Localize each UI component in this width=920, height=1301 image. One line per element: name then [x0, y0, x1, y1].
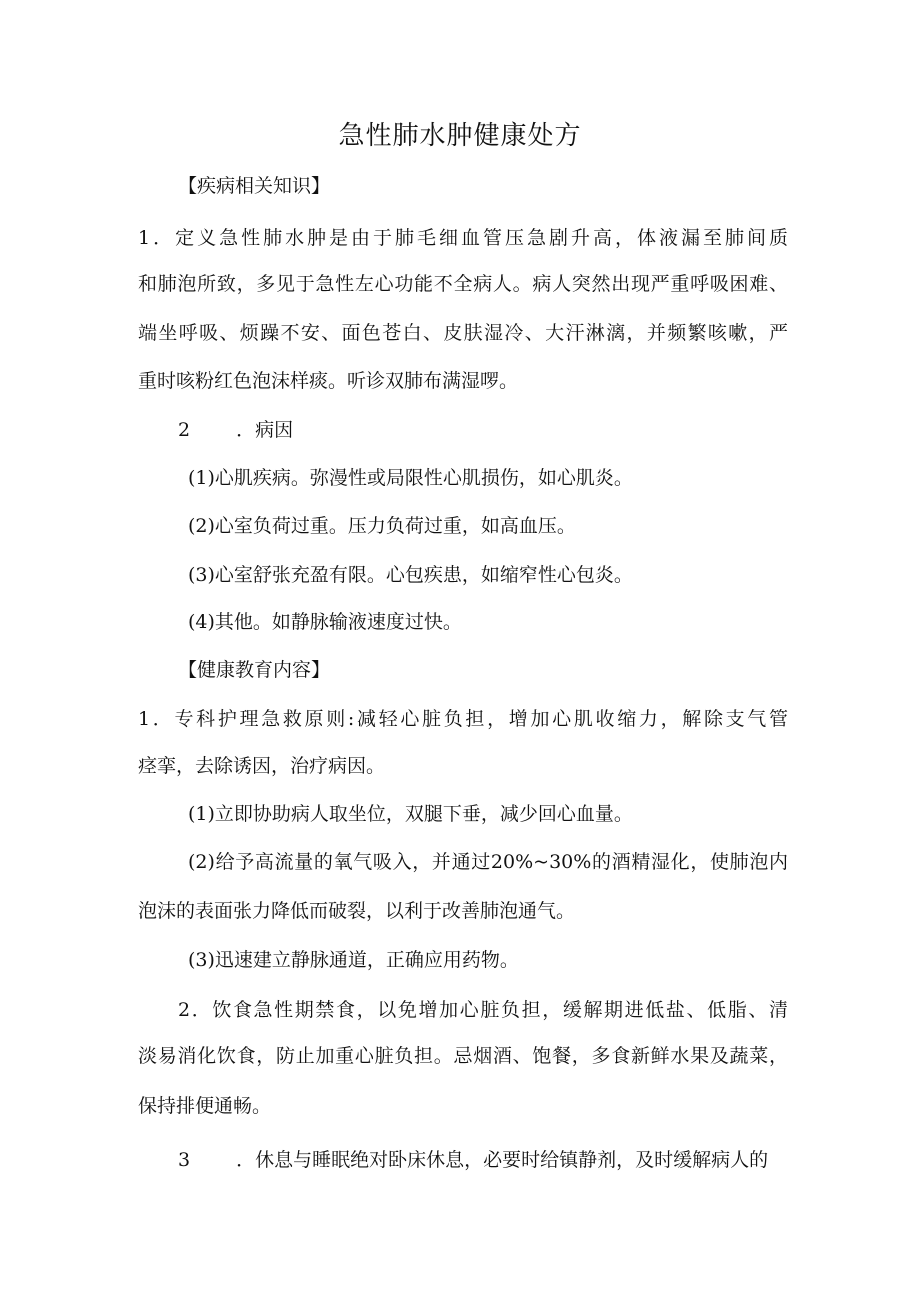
- definition-paragraph-line-3: 端坐呼吸、烦躁不安、面色苍白、皮肤湿冷、大汗淋漓，并频繁咳嗽，严: [138, 322, 788, 344]
- first-aid-principle-line-2: 痉挛，去除诱因，治疗病因。: [138, 755, 386, 777]
- page-title: 急性肺水肿健康处方: [338, 121, 582, 151]
- measure-item-2-line-2: 泡沫的表面张力降低而破裂，以利于改善肺泡通气。: [138, 900, 576, 922]
- rest-sleep-paragraph: [178, 1146, 768, 1174]
- rest-sleep-number: 3: [178, 1149, 191, 1171]
- definition-paragraph-line-4: 重时咳粉红色泡沫样痰。听诊双肺布满湿啰。: [138, 370, 519, 392]
- cause-item-2: (2)心室负荷过重。压力负荷过重，如高血压。: [188, 515, 576, 537]
- cause-heading: [178, 416, 293, 444]
- section-heading-health-education: 【健康教育内容】: [178, 659, 331, 681]
- first-aid-principle-line-1: 1．专科护理急救原则:减轻心脏负担，增加心肌收缩力，解除支气管: [138, 708, 788, 730]
- cause-heading-number: 2: [178, 419, 191, 441]
- diet-paragraph-line-1: 2．饮食急性期禁食，以免增加心脏负担，缓解期进低盐、低脂、清: [178, 999, 788, 1021]
- definition-paragraph-line-1: 1．定义急性肺水肿是由于肺毛细血管压急剧升高，体液漏至肺间质: [138, 227, 788, 249]
- measure-item-1: (1)立即协助病人取坐位，双腿下垂，减少回心血量。: [188, 803, 633, 825]
- cause-item-3: (3)心室舒张充盈有限。心包疾患，如缩窄性心包炎。: [188, 564, 633, 586]
- measure-item-2-line-1: (2)给予高流量的氧气吸入，并通过20%~30%的酒精湿化，使肺泡内: [188, 851, 788, 873]
- definition-paragraph-line-2: 和肺泡所致，多见于急性左心功能不全病人。病人突然出现严重呼吸困难、: [138, 273, 788, 295]
- diet-paragraph-line-3: 保持排便通畅。: [138, 1095, 272, 1117]
- cause-item-4: (4)其他。如静脉输液速度过快。: [188, 611, 462, 633]
- diet-paragraph-line-2: 淡易消化饮食，防止加重心脏负担。忌烟酒、饱餐，多食新鲜水果及蔬菜，: [138, 1045, 788, 1067]
- cause-heading-text: ．病因: [236, 419, 294, 441]
- rest-sleep-text: ．休息与睡眠绝对卧床休息，必要时给镇静剂，及时缓解病人的: [236, 1149, 769, 1171]
- measure-item-3: (3)迅速建立静脉通道，正确应用药物。: [188, 949, 519, 971]
- cause-item-1: (1)心肌疾病。弥漫性或局限性心肌损伤，如心肌炎。: [188, 467, 633, 489]
- section-heading-disease-knowledge: 【疾病相关知识】: [178, 175, 331, 197]
